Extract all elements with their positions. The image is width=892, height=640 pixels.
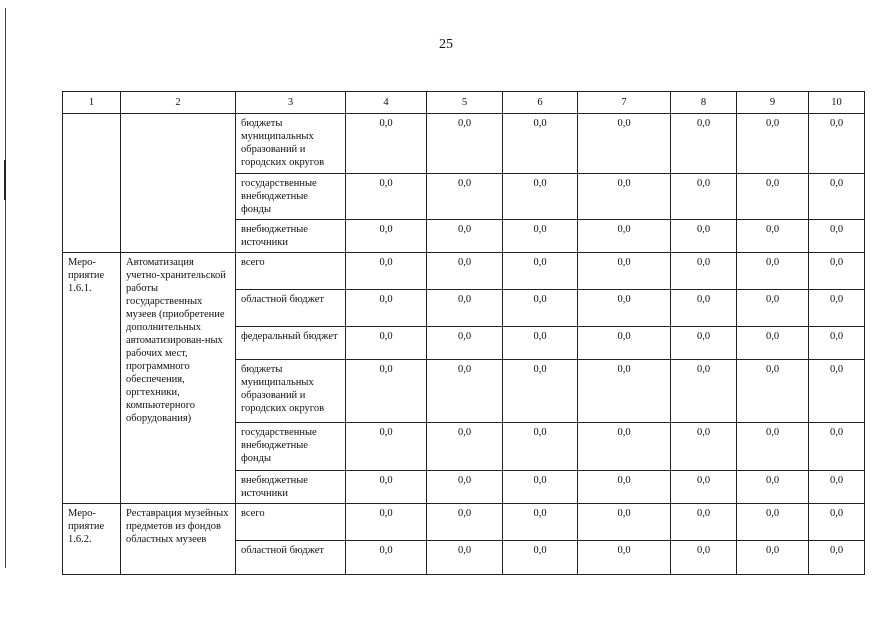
value-cell: 0,0 [671, 253, 737, 290]
value-cell: 0,0 [671, 290, 737, 327]
value-cell: 0,0 [427, 174, 503, 220]
scan-edge-mark [4, 160, 6, 200]
value-cell: 0,0 [671, 327, 737, 360]
value-cell: 0,0 [809, 174, 865, 220]
header-cell: 6 [503, 92, 578, 114]
page-number: 25 [439, 37, 453, 52]
header-cell: 5 [427, 92, 503, 114]
funding-source-cell: областной бюджет [236, 541, 346, 575]
value-cell: 0,0 [503, 471, 578, 504]
measure-id-cell: Меро-приятие 1.6.1. [63, 253, 121, 504]
measure-id-cell: Меро-приятие 1.6.2. [63, 504, 121, 575]
value-cell: 0,0 [503, 290, 578, 327]
value-cell: 0,0 [346, 174, 427, 220]
value-cell: 0,0 [427, 471, 503, 504]
measure-name-cell: Автоматизация учетно-хранительской работы государственных музеев (приобретение дополнительных автоматизирован-ных рабочих мест, программного обеспечения, оргтехники, компьютерного оборудования) [121, 253, 236, 504]
value-cell: 0,0 [578, 423, 671, 471]
value-cell: 0,0 [578, 114, 671, 174]
table-row [63, 114, 865, 174]
value-cell: 0,0 [346, 327, 427, 360]
value-cell: 0,0 [427, 114, 503, 174]
value-cell: 0,0 [737, 253, 809, 290]
header-cell: 8 [671, 92, 737, 114]
header-cell: 1 [63, 92, 121, 114]
value-cell: 0,0 [503, 541, 578, 575]
value-cell: 0,0 [503, 253, 578, 290]
value-cell: 0,0 [809, 423, 865, 471]
value-cell: 0,0 [578, 504, 671, 541]
value-cell: 0,0 [346, 471, 427, 504]
value-cell: 0,0 [671, 220, 737, 253]
funding-source-cell: внебюджетные источники [236, 471, 346, 504]
value-cell: 0,0 [346, 290, 427, 327]
value-cell: 0,0 [346, 220, 427, 253]
value-cell: 0,0 [346, 360, 427, 423]
funding-source-cell: государственные внебюджетные фонды [236, 174, 346, 220]
value-cell: 0,0 [737, 220, 809, 253]
value-cell: 0,0 [578, 541, 671, 575]
value-cell: 0,0 [737, 114, 809, 174]
value-cell: 0,0 [809, 504, 865, 541]
value-cell: 0,0 [346, 114, 427, 174]
value-cell: 0,0 [578, 253, 671, 290]
header-cell: 9 [737, 92, 809, 114]
funding-source-cell: всего [236, 504, 346, 541]
value-cell: 0,0 [737, 423, 809, 471]
table-row [63, 504, 865, 541]
value-cell: 0,0 [578, 471, 671, 504]
value-cell: 0,0 [809, 360, 865, 423]
value-cell: 0,0 [737, 174, 809, 220]
funding-source-cell: внебюджетные источники [236, 220, 346, 253]
value-cell: 0,0 [427, 541, 503, 575]
value-cell: 0,0 [427, 360, 503, 423]
value-cell: 0,0 [737, 360, 809, 423]
value-cell: 0,0 [737, 327, 809, 360]
value-cell: 0,0 [578, 360, 671, 423]
funding-source-cell: федеральный бюджет [236, 327, 346, 360]
value-cell: 0,0 [809, 114, 865, 174]
value-cell: 0,0 [809, 290, 865, 327]
value-cell: 0,0 [671, 360, 737, 423]
value-cell: 0,0 [427, 253, 503, 290]
value-cell: 0,0 [427, 504, 503, 541]
funding-source-cell: бюджеты муниципальных образований и городских округов [236, 114, 346, 174]
value-cell: 0,0 [737, 541, 809, 575]
value-cell: 0,0 [427, 290, 503, 327]
value-cell: 0,0 [809, 253, 865, 290]
value-cell: 0,0 [671, 471, 737, 504]
value-cell: 0,0 [671, 541, 737, 575]
value-cell: 0,0 [809, 220, 865, 253]
table-row [63, 253, 865, 290]
value-cell: 0,0 [809, 327, 865, 360]
value-cell: 0,0 [427, 423, 503, 471]
funding-source-cell: государственные внебюджетные фонды [236, 423, 346, 471]
header-cell: 3 [236, 92, 346, 114]
measure-name-cell [121, 114, 236, 253]
value-cell: 0,0 [671, 423, 737, 471]
funding-source-cell: всего [236, 253, 346, 290]
header-cell: 4 [346, 92, 427, 114]
value-cell: 0,0 [737, 290, 809, 327]
header-row [63, 92, 865, 114]
value-cell: 0,0 [503, 360, 578, 423]
scan-edge-line [5, 8, 6, 568]
value-cell: 0,0 [503, 423, 578, 471]
value-cell: 0,0 [346, 541, 427, 575]
value-cell: 0,0 [346, 423, 427, 471]
value-cell: 0,0 [809, 471, 865, 504]
value-cell: 0,0 [809, 541, 865, 575]
value-cell: 0,0 [346, 504, 427, 541]
value-cell: 0,0 [427, 220, 503, 253]
value-cell: 0,0 [671, 174, 737, 220]
measure-id-cell [63, 114, 121, 253]
value-cell: 0,0 [578, 327, 671, 360]
value-cell: 0,0 [737, 504, 809, 541]
measure-name-cell: Реставрация музейных предметов из фондов областных музеев [121, 504, 236, 575]
header-cell: 10 [809, 92, 865, 114]
value-cell: 0,0 [671, 504, 737, 541]
header-cell: 2 [121, 92, 236, 114]
value-cell: 0,0 [503, 327, 578, 360]
value-cell: 0,0 [671, 114, 737, 174]
value-cell: 0,0 [503, 174, 578, 220]
value-cell: 0,0 [346, 253, 427, 290]
value-cell: 0,0 [503, 220, 578, 253]
funding-source-cell: бюджеты муниципальных образований и городских округов [236, 360, 346, 423]
value-cell: 0,0 [737, 471, 809, 504]
header-cell: 7 [578, 92, 671, 114]
value-cell: 0,0 [503, 114, 578, 174]
budget-table [62, 91, 865, 575]
value-cell: 0,0 [503, 504, 578, 541]
value-cell: 0,0 [578, 290, 671, 327]
value-cell: 0,0 [578, 174, 671, 220]
funding-source-cell: областной бюджет [236, 290, 346, 327]
value-cell: 0,0 [427, 327, 503, 360]
value-cell: 0,0 [578, 220, 671, 253]
